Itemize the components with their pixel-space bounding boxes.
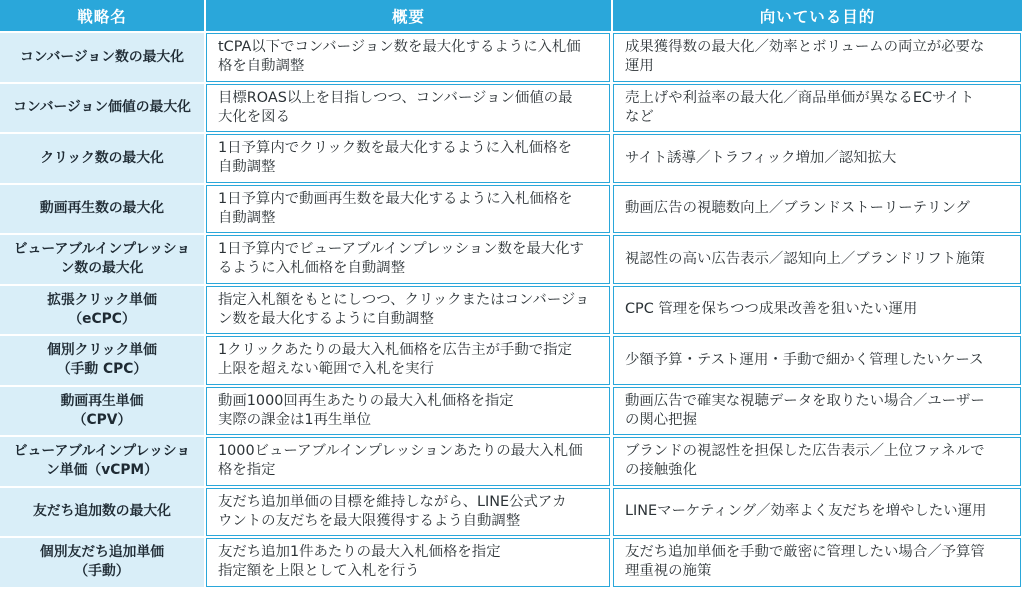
row-summary: 1日予算内で動画再生数を最大化するように入札価格を 自動調整: [206, 185, 610, 234]
row-purpose: 売上げや利益率の最大化／商品単価が異なるECサイト など: [613, 84, 1021, 133]
row-name: ビューアブルインプレッショ ン数の最大化: [0, 235, 206, 286]
row-name: 動画再生単価 （CPV）: [0, 387, 206, 438]
header-strategy-name: 戦略名: [0, 0, 206, 33]
row-summary: 1000ビューアブルインプレッションあたりの最大入札価 格を指定: [206, 437, 610, 486]
row-purpose: CPC 管理を保ちつつ成果改善を狙いたい運用: [613, 286, 1021, 335]
row-name: 拡張クリック単価 （eCPC）: [0, 286, 206, 337]
row-summary: 友だち追加単価の目標を維持しながら、LINE公式アカ ウントの友だちを最大限獲得するよう自動調整: [206, 488, 610, 537]
row-summary: 友だち追加1件あたりの最大入札価格を指定 指定額を上限として入札を行う: [206, 538, 610, 587]
row-summary: 指定入札額をもとにしつつ、クリックまたはコンバージョ ン数を最大化するように自動調整: [206, 286, 610, 335]
row-summary: 1日予算内でクリック数を最大化するように入札価格を 自動調整: [206, 134, 610, 183]
row-purpose: 成果獲得数の最大化／効率とボリュームの両立が必要な 運用: [613, 33, 1021, 82]
row-summary: 1クリックあたりの最大入札価格を広告主が手動で指定 上限を超えない範囲で入札を実行: [206, 336, 610, 385]
row-name: 個別友だち追加単価 （手動）: [0, 538, 206, 589]
row-name: クリック数の最大化: [0, 134, 206, 185]
row-purpose: 動画広告の視聴数向上／ブランドストーリーテリング: [613, 185, 1021, 234]
row-purpose: 少額予算・テスト運用・手動で細かく管理したいケース: [613, 336, 1021, 385]
row-purpose: サイト誘導／トラフィック増加／認知拡大: [613, 134, 1021, 183]
row-purpose: LINEマーケティング／効率よく友だちを増やしたい運用: [613, 488, 1021, 537]
row-name: コンバージョン数の最大化: [0, 33, 206, 84]
row-name: 個別クリック単価 （手動 CPC）: [0, 336, 206, 387]
row-name: ビューアブルインプレッショ ン単価（vCPM）: [0, 437, 206, 488]
row-purpose: ブランドの視認性を担保した広告表示／上位ファネルで の接触強化: [613, 437, 1021, 486]
row-summary: 目標ROAS以上を目指しつつ、コンバージョン価値の最 大化を図る: [206, 84, 610, 133]
row-name: 友だち追加数の最大化: [0, 488, 206, 539]
row-purpose: 視認性の高い広告表示／認知向上／ブランドリフト施策: [613, 235, 1021, 284]
row-summary: 1日予算内でビューアブルインプレッション数を最大化す るように入札価格を自動調整: [206, 235, 610, 284]
row-purpose: 友だち追加単価を手動で厳密に管理したい場合／予算管 理重視の施策: [613, 538, 1021, 587]
header-summary: 概要: [206, 0, 613, 33]
header-purpose: 向いている目的: [613, 0, 1024, 33]
row-name: コンバージョン価値の最大化: [0, 84, 206, 135]
row-summary: 動画1000回再生あたりの最大入札価格を指定 実際の課金は1再生単位: [206, 387, 610, 436]
row-summary: tCPA以下でコンバージョン数を最大化するように入札価 格を自動調整: [206, 33, 610, 82]
row-name: 動画再生数の最大化: [0, 185, 206, 236]
row-purpose: 動画広告で確実な視聴データを取りたい場合／ユーザー の関心把握: [613, 387, 1021, 436]
